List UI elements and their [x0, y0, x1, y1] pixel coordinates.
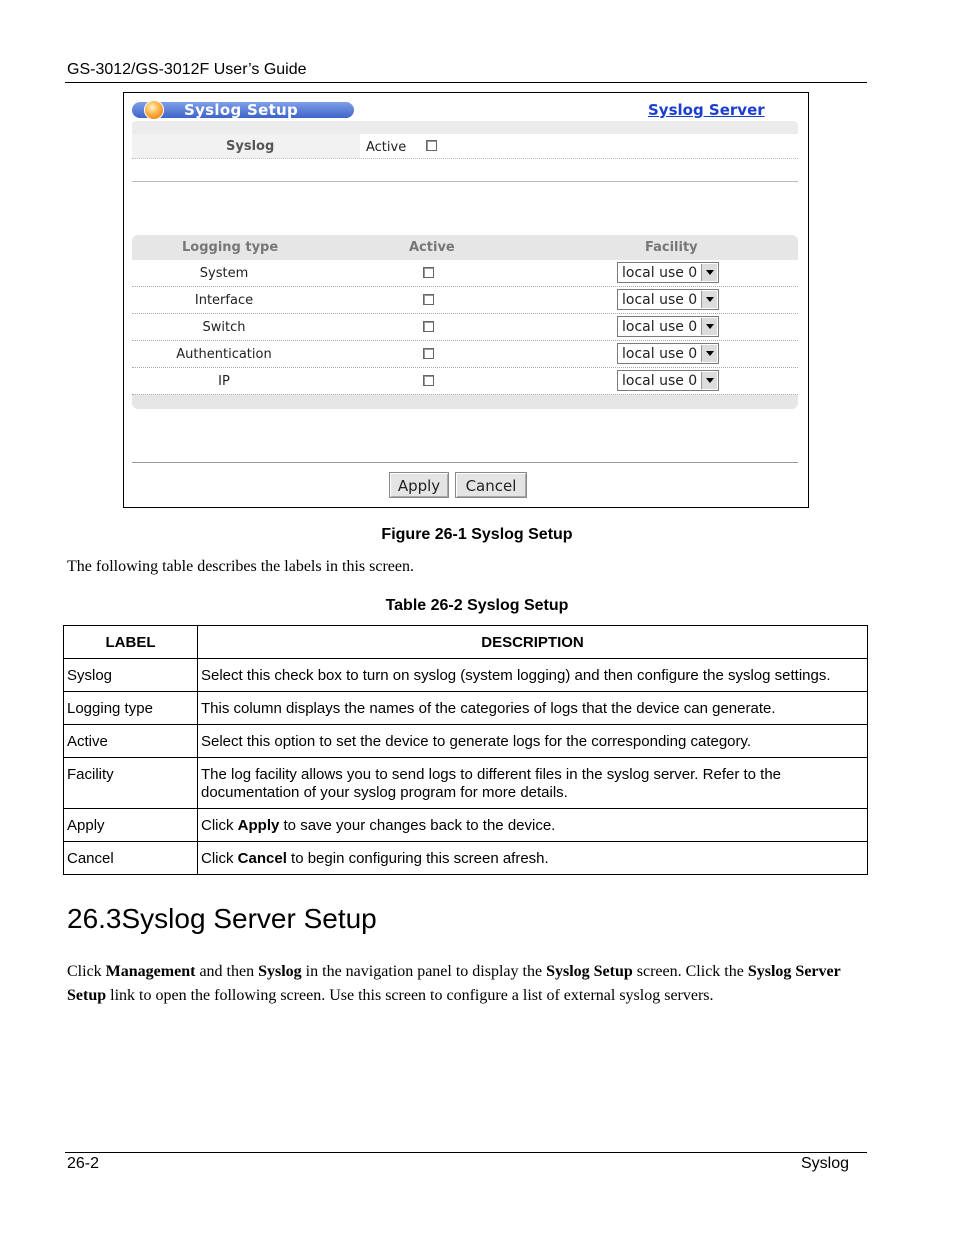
facility-select[interactable]: [617, 343, 719, 364]
log-row-active-checkbox[interactable]: [423, 375, 434, 386]
row-description: Select this option to set the device to generate logs for the corresponding category.: [198, 725, 868, 758]
row-description: This column displays the names of the categories of logs that the device can generate.: [198, 692, 868, 725]
footer-rule: [65, 1152, 867, 1153]
log-row: [132, 260, 798, 287]
para-bold: Syslog: [258, 963, 302, 980]
row-description: [198, 842, 868, 875]
log-row-name: Switch: [202, 320, 246, 335]
log-row-name: System: [199, 266, 249, 281]
header-description: DESCRIPTION: [198, 626, 868, 659]
facility-select[interactable]: [617, 262, 719, 283]
table-caption: Table 26-2 Syslog Setup: [385, 597, 569, 614]
row-label: Logging type: [64, 692, 198, 725]
para-text: link to open the following screen. Use this screen to configure a list of external syslog servers.: [106, 987, 714, 1004]
row-label: Cancel: [64, 842, 198, 875]
divider: [132, 462, 798, 463]
log-row: [132, 341, 798, 368]
chevron-down-icon[interactable]: [701, 318, 717, 335]
facility-value: local use 0: [622, 373, 698, 389]
orb-icon: [144, 100, 164, 120]
table-row: [64, 842, 868, 875]
row-description: The log facility allows you to send logs to different files in the syslog server. Refer to the documentation of your syslog program for more details.: [198, 758, 868, 809]
desc-text: Click: [201, 817, 238, 834]
facility-value: local use 0: [622, 319, 698, 335]
para-text: and then: [195, 963, 259, 980]
desc-bold: Cancel: [237, 850, 287, 867]
chevron-down-icon[interactable]: [701, 291, 717, 308]
table-header-row: [64, 626, 868, 659]
log-row: [132, 287, 798, 314]
para-bold: Syslog Server Setup: [67, 963, 841, 1004]
facility-value: local use 0: [622, 346, 698, 362]
cancel-button[interactable]: Cancel: [455, 472, 527, 498]
table-row: [64, 758, 868, 809]
row-description: [198, 809, 868, 842]
para-bold: Syslog Setup: [546, 963, 633, 980]
log-row: [132, 368, 798, 395]
log-row-active-checkbox[interactable]: [423, 348, 434, 359]
log-row-name: IP: [218, 374, 230, 389]
facility-select[interactable]: [617, 316, 719, 337]
figure-caption: Figure 26-1 Syslog Setup: [381, 526, 573, 543]
para-bold: Management: [105, 963, 196, 980]
tab-syslog-setup[interactable]: Syslog Setup: [184, 101, 299, 119]
col-logging-type: Logging type: [182, 240, 279, 255]
para-text: screen. Click the: [632, 963, 748, 980]
col-facility: Facility: [645, 240, 698, 255]
table-row: [64, 725, 868, 758]
syslog-server-setup-link[interactable]: Syslog Server: [648, 101, 765, 119]
log-row-active-checkbox[interactable]: [423, 294, 434, 305]
syslog-setup-screenshot: [123, 92, 809, 508]
section-heading: 26.3Syslog Server Setup: [67, 903, 377, 934]
log-row-name: Interface: [194, 293, 254, 308]
facility-value: local use 0: [622, 292, 698, 308]
log-row-active-checkbox[interactable]: [423, 267, 434, 278]
apply-button[interactable]: Apply: [389, 472, 449, 498]
table-row: [64, 809, 868, 842]
desc-text: to save your changes back to the device.: [279, 817, 556, 834]
row-label: Apply: [64, 809, 198, 842]
divider: [132, 181, 798, 182]
syslog-active-checkbox[interactable]: [426, 140, 437, 151]
section-paragraph: [67, 960, 857, 1008]
footer-section: Syslog: [801, 1155, 850, 1172]
row-label: Syslog: [64, 659, 198, 692]
intro-text: The following table describes the labels in this screen.: [67, 558, 415, 575]
table-row: [64, 659, 868, 692]
header-label: LABEL: [64, 626, 198, 659]
row-description: Select this check box to turn on syslog (system logging) and then configure the syslog settings.: [198, 659, 868, 692]
desc-text: to begin configuring this screen afresh.: [286, 850, 549, 867]
chevron-down-icon[interactable]: [701, 264, 717, 281]
facility-select[interactable]: [617, 370, 719, 391]
table-row: [64, 692, 868, 725]
desc-bold: Apply: [237, 817, 280, 834]
para-text: in the navigation panel to display the: [301, 963, 547, 980]
log-row: [132, 314, 798, 341]
header-rule: [65, 82, 867, 83]
log-row-active-checkbox[interactable]: [423, 321, 434, 332]
facility-value: local use 0: [622, 265, 698, 281]
col-active: Active: [409, 240, 455, 255]
syslog-label: Syslog: [226, 139, 275, 154]
log-row-name: Authentication: [176, 347, 272, 362]
row-label: Active: [64, 725, 198, 758]
chevron-down-icon[interactable]: [701, 345, 717, 362]
syslog-active-label: Active: [366, 140, 407, 155]
facility-select[interactable]: [617, 289, 719, 310]
page-number: 26-2: [67, 1155, 100, 1172]
row-label: Facility: [64, 758, 198, 809]
description-table: [63, 625, 868, 875]
chevron-down-icon[interactable]: [701, 372, 717, 389]
running-header: GS-3012/GS-3012F User’s Guide: [67, 61, 307, 78]
para-text: Click: [67, 963, 106, 980]
desc-text: Click: [201, 850, 238, 867]
